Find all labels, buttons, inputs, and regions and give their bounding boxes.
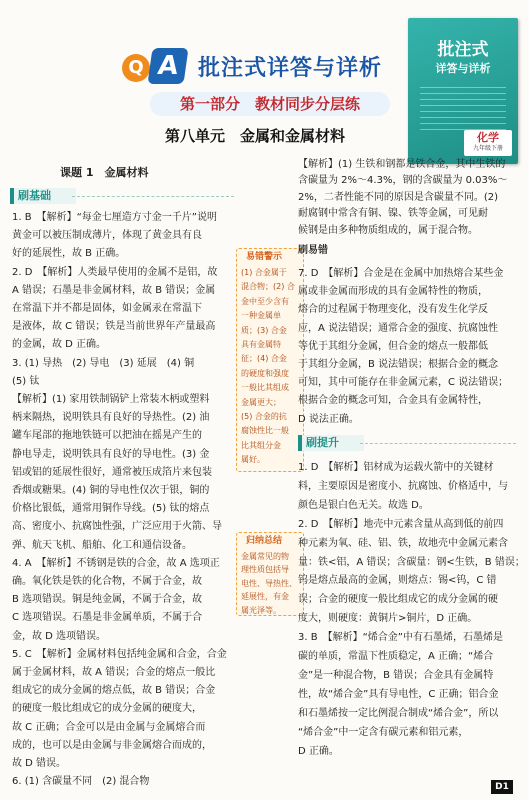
- left-answer-line: 故 D 错误。: [12, 758, 67, 769]
- left-answer-line: A 错误；石墨是非金属材料，故 B 错误；金属: [12, 284, 216, 296]
- left-answer-line: 金，故 D 选项错误。: [12, 630, 107, 642]
- left-answer-line: 4. A 【解析】不锈钢是铁的合金，故 A 选项正: [12, 557, 220, 569]
- qa-logo-q: Q: [122, 54, 150, 82]
- right-answer-line: 于其组分金属，B 说法错误；根据合金的概念: [298, 359, 499, 370]
- note-mistakes-line: 具有金属特: [241, 340, 281, 349]
- right-answer-line: 【解析】(1) 生铁和钢都是铁合金，其中生铁的: [298, 159, 506, 170]
- left-answer-line: 罐车尾部的拖地铁链可以把油在摇晃产生的: [12, 430, 202, 442]
- right-answer-line: 2%，二者性能不同的原因是含碳量不同。(2): [298, 191, 499, 203]
- lesson-title: 课题 1 金属材料: [60, 166, 149, 179]
- section-mistakes: 刷易错: [298, 245, 328, 256]
- note-mistakes-line: 属好。: [241, 455, 265, 465]
- note-summary-line: 属光泽等。: [241, 605, 281, 615]
- right-answer-line: 颜色是银白色无关。故选 D。: [298, 499, 429, 511]
- right-answer-line: 和石墨烯按一定比例混合制成“烯合金”，所以: [298, 707, 499, 719]
- right-answer-line: 1. D 【解析】铝材成为运载火箭中的关键材: [298, 462, 494, 473]
- right-answer-line: 碳的单质，常温下性质稳定，A 正确；“烯合: [298, 651, 494, 662]
- left-answer-line: 2. D 【解析】人类最早使用的金属不是铝，故: [12, 266, 218, 278]
- left-answer-line: 6. (1) 含碳量不同 (2) 混合物: [12, 776, 150, 788]
- left-answer-line: 价格比银低，通常用铜作导线。(5) 钛的熔点: [12, 503, 210, 515]
- note-mistakes-line: (1) 合金属于: [241, 268, 287, 277]
- right-answer-line: 3. B 【解析】“烯合金”中有石墨烯，石墨烯是: [298, 632, 503, 644]
- note-mistakes-line: 混合物；(2) 合: [241, 282, 295, 292]
- right-answer-line: 属或非金属而形成的具有金属特性的物质，: [298, 286, 488, 298]
- right-answer-line: 耐腐钢中常含有铜、镍、铁等金属，可见耐: [298, 208, 488, 220]
- note-summary-line: 延展性，有金: [241, 592, 289, 602]
- right-answer-line: 候钢是由多种物质组成的，属于混合物。: [298, 224, 478, 236]
- left-answer-line: 黄金可以被压制成薄片，体现了黄金具有良: [12, 230, 202, 242]
- note-summary-line: 金属常见的物: [241, 552, 289, 561]
- right-answer-line: 含碳量为 2%～4.3%，钢的含碳量为 0.03%～: [298, 175, 508, 187]
- left-answer-line: 成的，也可以是由金属与非金属熔合而成的，: [12, 739, 212, 751]
- right-answer-line: 7. D 【解析】合金是在金属中加热熔合某些金: [298, 268, 504, 279]
- left-answer-line: (5) 钛: [12, 375, 40, 387]
- right-answer-line: 可知，其中可能存在非金属元素，C 说法错误；: [298, 377, 509, 389]
- cover-title: 批注式: [437, 40, 489, 60]
- left-answer-line: 组成它的成分金属的熔点低，故 B 错误；合金: [12, 685, 216, 697]
- right-answer-line: “烯合金”中一定含有碳元素和铝元素，: [298, 726, 469, 738]
- note-summary-line: 电性、导热性、: [241, 578, 297, 588]
- left-answer-line: C 选项错误。石墨是非金属单质，不属于合: [12, 612, 203, 624]
- note-mistakes-line: 腐蚀性比一般: [241, 426, 289, 436]
- left-answer-line: 5. C 【解析】金属材料包括纯金属和合金，合金: [12, 648, 227, 660]
- note-mistakes-line: (5) 合金的抗: [241, 412, 287, 421]
- right-answer-line: 应，A 说法错误；通常合金的强度、抗腐蚀性: [298, 322, 499, 334]
- left-answer-line: 铝或铝的延展性很好，通常被压成箔片来包装: [12, 466, 212, 478]
- note-mistakes-line: 征；(4) 合金: [241, 354, 287, 364]
- note-tag-mistakes: 易错警示: [246, 252, 283, 262]
- left-answer-line: 高、密度小、抗腐蚀性强，广泛应用于火箭、导: [12, 521, 222, 533]
- note-mistakes-line: 比其组分金: [241, 440, 281, 450]
- note-mistakes-line: 金中至少含有: [241, 296, 289, 306]
- note-mistakes-line: 质；(3) 合金: [241, 325, 287, 335]
- right-answer-line: 钨是熔点最高的金属，则熔点：锡<钨，C 错: [298, 575, 497, 587]
- left-answer-line: 故 C 正确；合金可以是由金属与金属熔合而: [12, 721, 206, 733]
- cover-decoration: [420, 82, 506, 130]
- right-answer-line: 根据合金的概念可知，合金具有金属特性，: [298, 395, 488, 407]
- note-mistakes-line: 一般比其组成: [241, 383, 289, 393]
- note-tag-summary: 归纳总结: [246, 536, 283, 546]
- right-answer-line: 种元素为氧、硅、铝、铁，故地壳中金属元素含: [298, 537, 508, 549]
- section-advanced: 刷提升: [298, 435, 364, 451]
- right-answer-line: 误；合金的硬度一般比组成它的成分金属的硬: [298, 594, 498, 606]
- left-answer-line: 静电导走，说明铁具有良好的导电性。(3) 金: [12, 448, 210, 460]
- right-answer-line: 量：铁<铝，A 错误；含碳量：钢<生铁，B 错误；: [298, 556, 525, 568]
- cover-subject: 化学: [477, 131, 499, 144]
- left-answer-line: 弹、航天飞机、船舶、化工和通信设备。: [12, 539, 192, 551]
- left-answer-line: 属于金属材料，故 A 错误；合金的熔点一般比: [12, 667, 216, 678]
- left-answer-line: 的硬度一般比组成它的成分金属的硬度大，: [12, 703, 202, 715]
- left-answer-line: 1. B 【解析】“每金七厘造方寸金一千片”说明: [12, 212, 217, 223]
- right-answer-line: 性，故“烯合金”具有导电性，C 正确；铝合金: [298, 688, 499, 700]
- right-answer-line: 2. D 【解析】地壳中元素含量从高到低的前四: [298, 518, 504, 530]
- left-answer-line: 确。氧化铁是铁的化合物，不属于合金，故: [12, 576, 202, 587]
- left-answer-line: 在常温下并不都是固体，如金属汞在常温下: [12, 303, 202, 314]
- note-mistakes-line: 金属更大；: [241, 397, 281, 407]
- brand-title: 批注式详答与详析: [198, 56, 383, 81]
- section-divider: [72, 196, 234, 197]
- right-answer-line: D 说法正确。: [298, 413, 359, 425]
- right-answer-line: 等优于其组分金属，但合金的熔点一般都低: [298, 340, 488, 352]
- cover-subtitle: 详答与详析: [435, 62, 491, 75]
- cover-grade: 九年级下册: [472, 145, 503, 152]
- left-answer-line: 的金属，故 D 正确。: [12, 339, 107, 351]
- section-divider-right: [360, 443, 516, 444]
- left-answer-line: B 选项错误。铜是纯金属，不属于合金，故: [12, 594, 203, 606]
- left-answer-line: 3. (1) 导热 (2) 导电 (3) 延展 (4) 铜: [12, 357, 195, 369]
- left-answer-line: 柄来隔热，说明铁具有良好的导热性。(2) 油: [12, 412, 210, 424]
- right-answer-line: 料，主要原因是密度小、抗腐蚀、价格适中，与: [298, 480, 508, 492]
- left-answer-line: 【解析】(1) 家用铁制锅铲上常装木柄或塑料: [12, 394, 210, 405]
- right-answer-line: 熔合的过程属于物理变化，没有发生化学反: [298, 304, 488, 316]
- unit-title: 第八单元 金属和金属材料: [165, 127, 346, 145]
- book-cover-image: [408, 18, 518, 164]
- right-answer-line: 金”是一种混合物，B 错误；合金具有金属特: [298, 669, 494, 681]
- right-answer-line: D 正确。: [298, 745, 339, 757]
- note-mistakes-line: 的硬度和强度: [241, 368, 289, 378]
- page-number: D1: [491, 780, 513, 794]
- part-title: 第一部分 教材同步分层练: [179, 95, 360, 113]
- left-answer-line: 是液体，故 C 错误；铁是当前世界年产量最高: [12, 321, 216, 333]
- section-basic: 刷基础: [10, 188, 76, 204]
- left-answer-line: 香烟或糖果。(4) 铜的导电性仅次于银，铜的: [12, 485, 210, 496]
- left-answer-line: 好的延展性，故 B 正确。: [12, 248, 126, 260]
- qa-logo-a: A: [147, 48, 188, 84]
- note-mistakes-line: 一种金属单: [241, 311, 281, 321]
- right-answer-line: 度大，则硬度：黄铜片>铜片，D 正确。: [298, 613, 478, 625]
- note-summary-line: 理性质包括导: [241, 565, 289, 575]
